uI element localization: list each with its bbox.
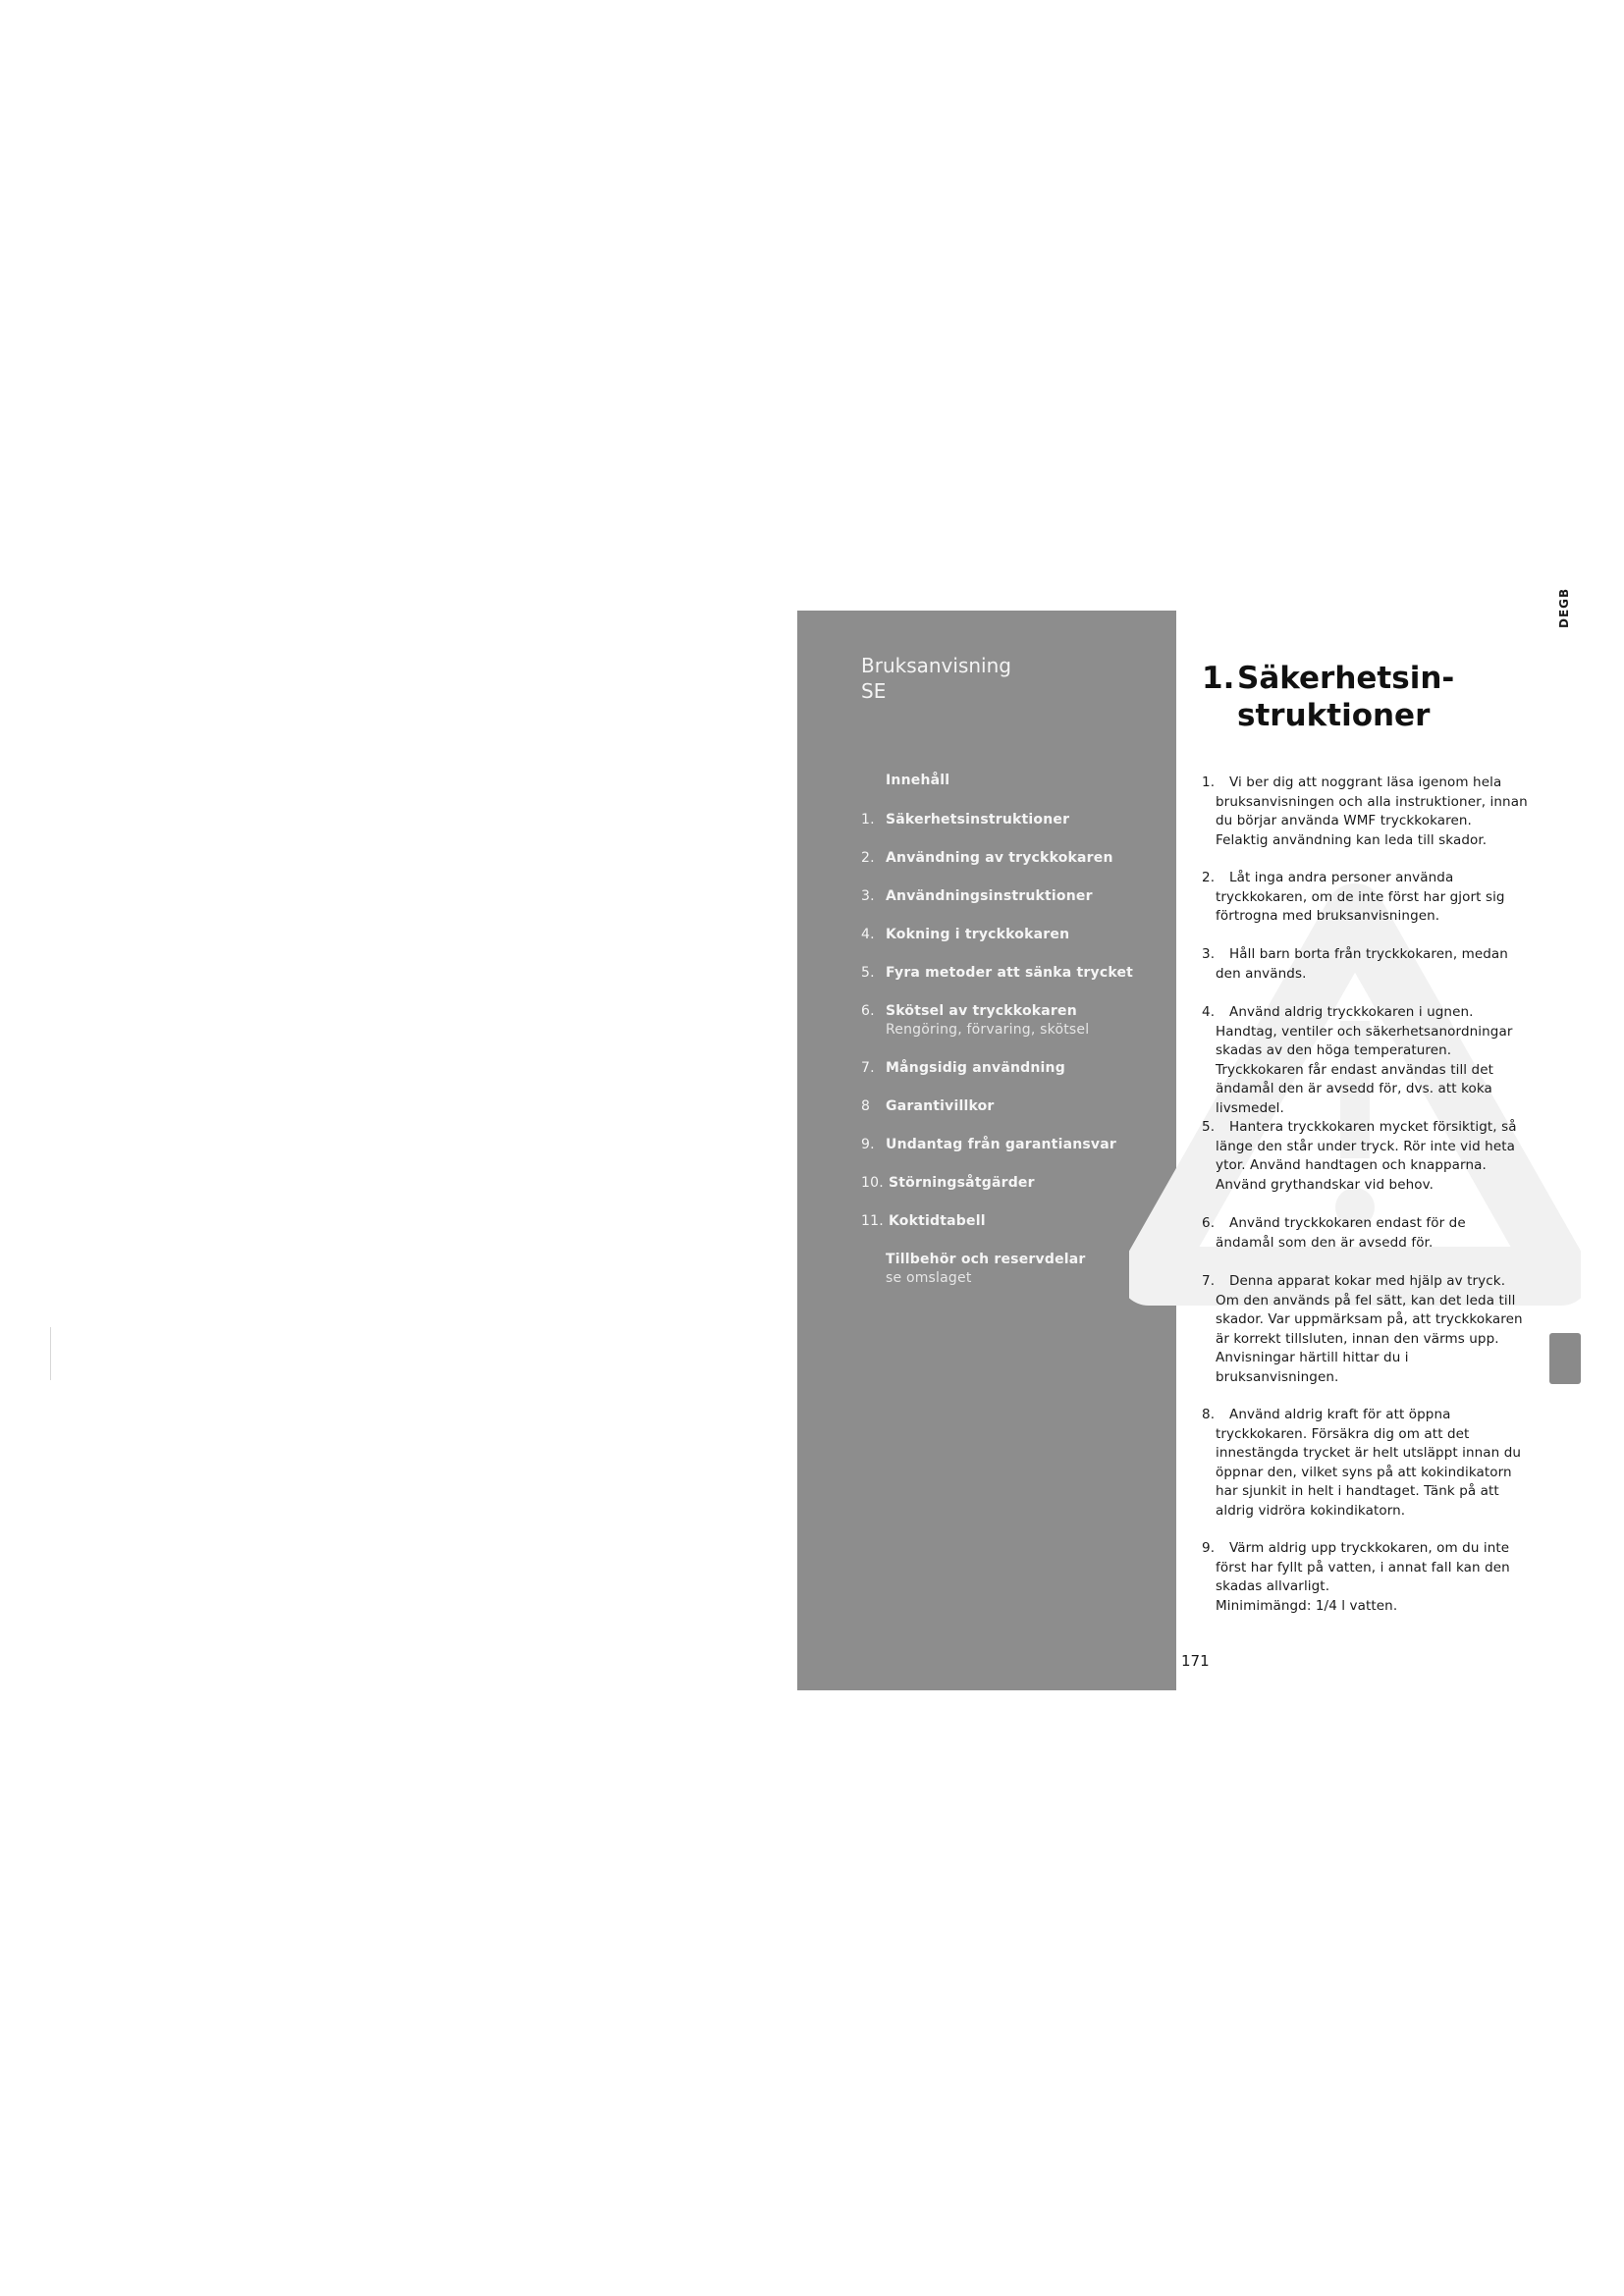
sidebar-title-block: [861, 653, 1011, 704]
item-number: 8.: [1202, 1407, 1216, 1422]
item-text: Låt inga andra personer använda tryckkokaren, om de inte först har gjort sig förtrogna med bruksanvisningen.: [1216, 870, 1505, 924]
toc-item-label: Säkerhetsinstruktioner: [886, 812, 1070, 828]
item-number: 3.: [1202, 946, 1216, 962]
manual-title: Bruksanvisning: [861, 654, 1011, 677]
section-heading: [1202, 660, 1454, 734]
item-text: Håll barn borta från tryckkokaren, medan den används.: [1216, 946, 1508, 982]
item-text: Hantera tryckkokaren mycket försiktigt, så länge den står under tryck. Rör inte vid heta ytor. Använd handtagen och knapparna. Använd grythandskar vid behov.: [1216, 1119, 1517, 1193]
toc-item-label: Koktidtabell: [889, 1213, 986, 1229]
list-item: [1202, 1214, 1528, 1253]
item-number: 5.: [1202, 1119, 1216, 1135]
item-text: Vi ber dig att noggrant läsa igenom hela bruksanvisningen och alla instruktioner, innan du börjar använda WMF tryckkokaren. Felaktig användning kan leda till skador.: [1216, 774, 1528, 848]
toc-item-number: 3.: [861, 888, 875, 904]
toc-heading: Innehåll: [886, 773, 950, 788]
toc-item-number: 2.: [861, 850, 875, 866]
list-item: [1202, 1118, 1528, 1195]
list-item: [1202, 1003, 1528, 1118]
section-number: 1.: [1202, 661, 1235, 696]
margin-rule: [50, 1327, 51, 1380]
item-note: Minimimängd: 1/4 l vatten.: [1216, 1597, 1398, 1614]
section-tab-marker: [1549, 1333, 1581, 1384]
list-item: [1202, 1406, 1528, 1521]
item-number: 4.: [1202, 1004, 1216, 1020]
toc-item-number: 9.: [861, 1137, 875, 1152]
item-text: Värm aldrig upp tryckkokaren, om du inte först har fyllt på vatten, i annat fall kan den skadas allvarligt.: [1216, 1540, 1510, 1594]
item-number: 2.: [1202, 870, 1216, 885]
toc-item-label: Störningsåtgärder: [889, 1175, 1035, 1191]
toc-item-sublabel: Rengöring, förvaring, skötsel: [886, 1022, 1090, 1038]
list-item: [1202, 945, 1528, 984]
list-item: [1202, 869, 1528, 927]
list-item: [1202, 774, 1528, 850]
list-item: [1202, 1539, 1528, 1616]
toc-item-number: 11.: [861, 1213, 884, 1229]
accessories-reference: se omslaget: [886, 1270, 972, 1286]
item-number: 1.: [1202, 774, 1216, 790]
language-code: DEGB: [1557, 587, 1571, 628]
item-number: 7.: [1202, 1273, 1216, 1289]
item-number: 6.: [1202, 1215, 1216, 1231]
toc-item-number: 4.: [861, 927, 875, 942]
toc-item-number: 5.: [861, 965, 875, 981]
page-number: 171: [1181, 1652, 1210, 1670]
toc-item-label: Mångsidig användning: [886, 1060, 1065, 1076]
toc-item-number: 1.: [861, 812, 875, 828]
toc-item-label: Användningsinstruktioner: [886, 888, 1093, 904]
list-item: [1202, 1272, 1528, 1387]
toc-item-number: 10.: [861, 1175, 884, 1191]
toc-item-label: Garantivillkor: [886, 1098, 995, 1114]
item-text: Använd tryckkokaren endast för de ändamål som den är avsedd för.: [1216, 1215, 1466, 1251]
section-title-line2: struktioner: [1237, 698, 1431, 733]
item-number: 9.: [1202, 1540, 1216, 1556]
toc-item-number: 7.: [861, 1060, 875, 1076]
language-label: SE: [861, 679, 887, 703]
toc-item-label: Kokning i tryckkokaren: [886, 927, 1070, 942]
toc-item-label: Undantag från garantiansvar: [886, 1137, 1116, 1152]
toc-item-number: 6.: [861, 1003, 875, 1019]
toc-item-label: Användning av tryckkokaren: [886, 850, 1113, 866]
section-title-line1: Säkerhetsin-: [1237, 661, 1455, 696]
accessories-label: Tillbehör och reservdelar: [886, 1252, 1086, 1267]
item-text: Använd aldrig kraft för att öppna tryckkokaren. Försäkra dig om att det innestängda trycket är helt utsläppt innan du öppnar den, vilket syns på att kokindikatorn har sjunkit in helt i handtaget. Tänk på att aldrig vidröra kokindikatorn.: [1216, 1407, 1522, 1519]
item-text: Denna apparat kokar med hjälp av tryck. Om den används på fel sätt, kan det leda till skador. Var uppmärksam på, att tryckkokaren är korrekt tillsluten, innan den värms upp. Anvisningar härtill hittar du i bruksanvisningen.: [1216, 1273, 1523, 1385]
toc-item-label: Skötsel av tryckkokaren: [886, 1003, 1077, 1019]
toc-item-number: 8: [861, 1098, 871, 1114]
accessories-note: [886, 1251, 1086, 1288]
toc-item-label: Fyra metoder att sänka trycket: [886, 965, 1134, 981]
item-text: Använd aldrig tryckkokaren i ugnen. Handtag, ventiler och säkerhetsanordningar skadas av den höga temperaturen. Tryckkokaren får endast användas till det ändamål den är avsedd för, dvs. att koka livsmedel.: [1216, 1004, 1513, 1116]
sidebar: [797, 611, 1176, 1690]
